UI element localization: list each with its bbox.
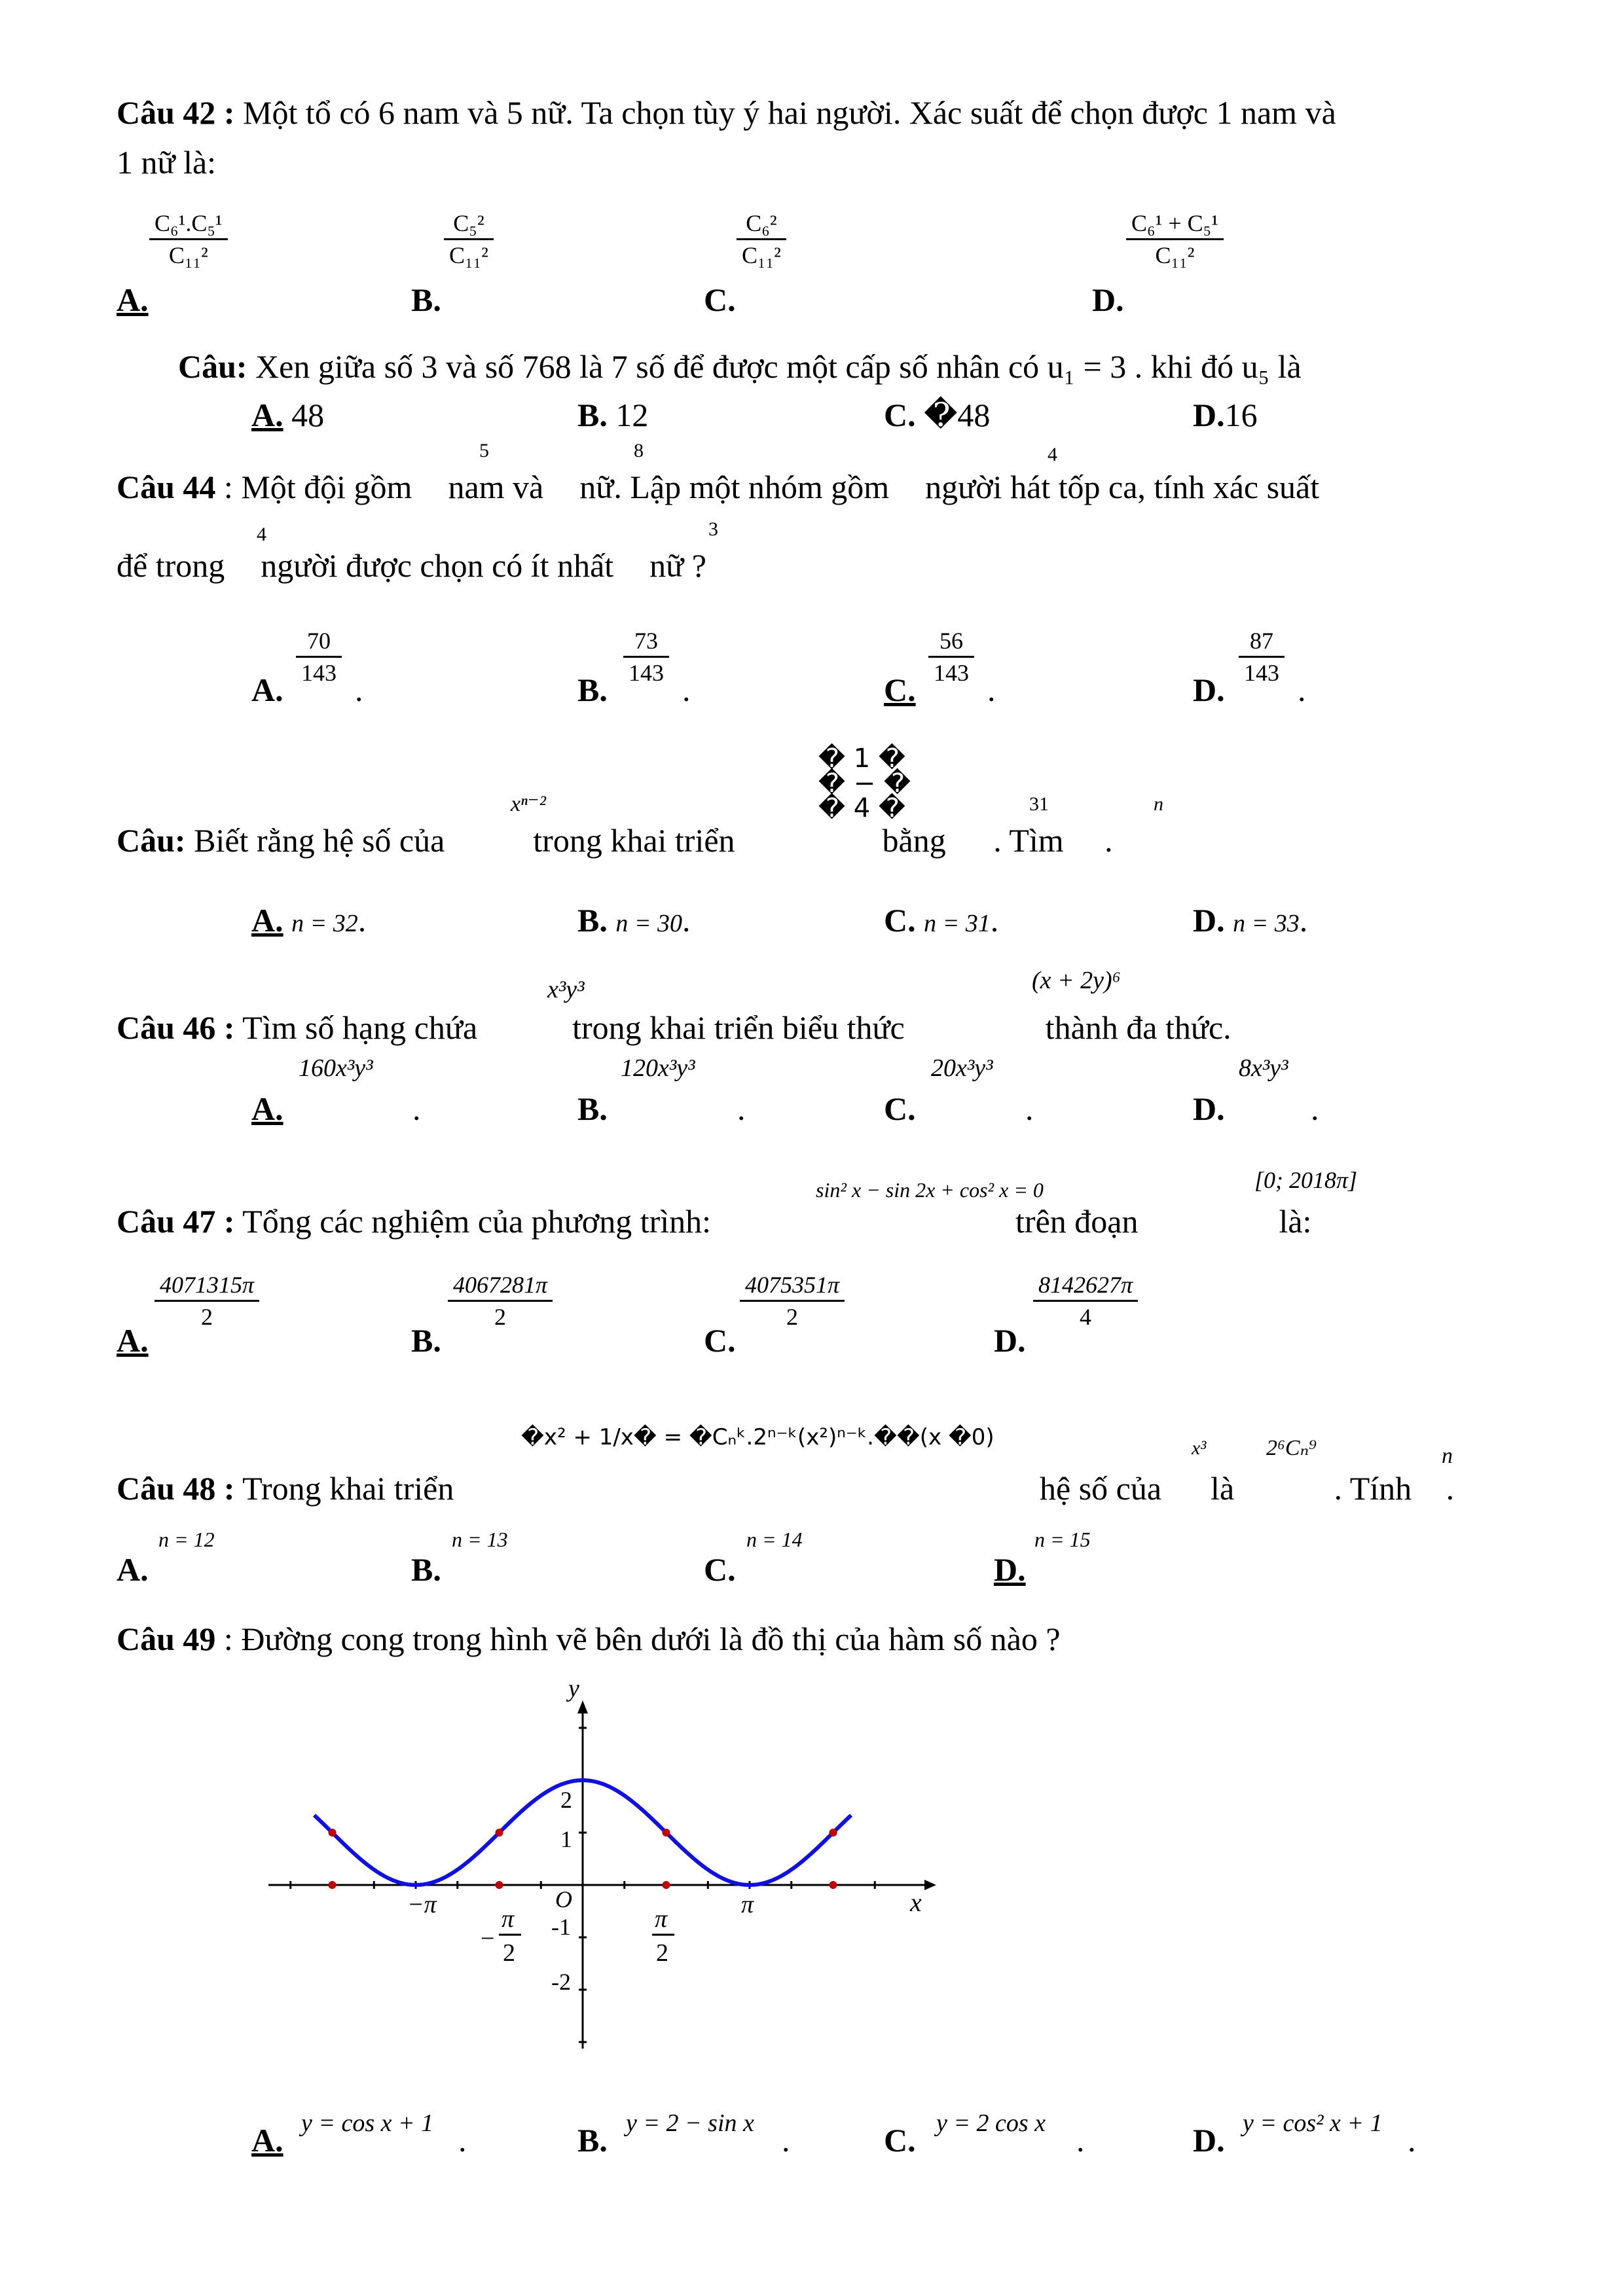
axis-dot — [830, 1881, 837, 1889]
q48-option-d-letter[interactable]: D. — [994, 1551, 1026, 1588]
q47-t1: Tổng các nghiệm của phương trình: — [234, 1203, 720, 1240]
q43-option-a[interactable] — [251, 395, 324, 435]
q46-option-b-value: 120x³y³ — [621, 1054, 695, 1082]
q46-option-a-value: 160x³y³ — [299, 1054, 373, 1082]
q49-option-c-letter: C. — [884, 2122, 916, 2159]
q45-label: Câu: — [117, 822, 186, 859]
q49-option-c-tail: . — [1076, 2122, 1085, 2159]
y-axis-label: y — [568, 1682, 579, 1702]
q42-option-c-letter[interactable]: C. — [704, 281, 736, 318]
q43-option-d-letter: D. — [1193, 397, 1225, 433]
q49-option-c-value: y = 2 cos x — [936, 2109, 1046, 2137]
q49-option-c[interactable] — [884, 2121, 916, 2160]
q43-label: Câu: — [178, 348, 247, 385]
q43-option-c[interactable] — [884, 395, 990, 435]
q44-line2-num-3: 3 — [708, 518, 718, 540]
q46-option-d-value: 8x³y³ — [1239, 1054, 1288, 1082]
q44-t3: nữ. Lập một nhóm gồm — [571, 469, 898, 505]
q43-option-b-value: 12 — [607, 397, 649, 433]
q44-option-a-den: 143 — [301, 660, 337, 686]
q47-interval: [0; 2018π] — [1254, 1167, 1358, 1193]
q44-option-b-letter[interactable]: B. — [577, 672, 608, 708]
q48-option-d-value: n = 15 — [1034, 1528, 1091, 1551]
q49-label: Câu 49 — [117, 1621, 216, 1657]
curve-dot — [830, 1829, 837, 1837]
q49-option-a-letter: A. — [251, 2122, 283, 2159]
q47-option-c-den: 2 — [786, 1304, 799, 1330]
y-tick-label-1: 1 — [560, 1826, 572, 1852]
q48-t4: . Tính — [1334, 1470, 1420, 1507]
q48-t3: là — [1202, 1470, 1243, 1507]
q44-option-c-tail: . — [987, 672, 996, 708]
q49-line1 — [117, 1619, 1061, 1659]
q42-text: Một tổ có 6 nam và 5 nữ. Ta chọn tùy ý hai người. Xác suất để chọn được 1 nam và — [234, 94, 1336, 131]
q47-t2: trên đoạn — [1007, 1203, 1146, 1240]
q47-line1 — [117, 1202, 1311, 1241]
q45-option-c[interactable] — [884, 901, 998, 943]
q46-label: Câu 46 : — [117, 1009, 235, 1046]
q45-expr-mid: � − � — [818, 768, 911, 798]
q42-text2: 1 nữ là: — [117, 144, 217, 181]
q44-option-d-letter[interactable]: D. — [1193, 672, 1225, 708]
q44-option-d-den: 143 — [1244, 660, 1279, 686]
q48-option-a-letter[interactable]: A. — [117, 1551, 149, 1588]
x-axis-label: x — [910, 1888, 922, 1917]
q47-option-b-fraction — [448, 1270, 553, 1332]
q42-line1 — [117, 93, 1336, 132]
x-tick-neg-half-pi-num: π — [501, 1905, 515, 1933]
q48-expansion-expr: �x² + 1/x� = �Cₙᵏ.2ⁿ⁻ᵏ(x²)ⁿ⁻ᵏ.��(x �0) — [521, 1424, 994, 1450]
q47-option-a-den: 2 — [201, 1304, 213, 1330]
q46-option-b-tail: . — [737, 1090, 746, 1127]
q44-option-d-tail: . — [1298, 672, 1306, 708]
q47-label: Câu 47 : — [117, 1203, 235, 1240]
q44-option-b-den: 143 — [629, 660, 664, 686]
q42-option-b-den: C₁₁² — [449, 242, 488, 268]
q47-option-a-fraction — [155, 1270, 259, 1332]
q47-option-d-letter[interactable]: D. — [994, 1322, 1026, 1359]
q44-option-d-num: 87 — [1239, 626, 1285, 658]
y-axis-arrow — [577, 1700, 588, 1713]
q43-option-c-letter: C. — [884, 397, 916, 433]
axis-dot — [496, 1881, 503, 1889]
q49-text: : Đường cong trong hình vẽ bên dưới là đồ thị của hàm số nào ? — [215, 1621, 1061, 1657]
q43-option-b[interactable] — [577, 395, 648, 435]
q49-option-b[interactable] — [577, 2121, 608, 2160]
q48-option-c-letter[interactable]: C. — [704, 1551, 736, 1588]
origin-label: O — [555, 1886, 572, 1912]
q49-option-d-letter: D. — [1193, 2122, 1225, 2159]
q44-num-8: 8 — [634, 440, 644, 461]
q45-t5: . — [1104, 822, 1113, 859]
q46-option-c-value: 20x³y³ — [931, 1054, 993, 1082]
q46-option-c-letter[interactable]: C. — [884, 1090, 916, 1127]
q46-expr-text: (x + 2y)⁶ — [1032, 967, 1121, 994]
q44-label: Câu 44 — [117, 469, 216, 505]
q45-expr-top: � 1 � — [818, 744, 905, 774]
q47-option-b-num: 4067281π — [448, 1270, 553, 1302]
q42-option-d-letter[interactable]: D. — [1092, 281, 1124, 318]
q45-line1 — [117, 821, 1113, 860]
q44-t1: : Một đội gồm — [215, 469, 420, 505]
curve-dot — [496, 1829, 503, 1837]
q48-coef: 2⁶Cₙ⁹ — [1266, 1436, 1317, 1460]
x-tick-neg-half-pi-den: 2 — [503, 1939, 515, 1967]
q48-option-b-letter[interactable]: B. — [411, 1551, 441, 1588]
q44-option-c-letter[interactable]: C. — [884, 672, 916, 708]
q44-l2c: nữ ? — [641, 547, 706, 584]
q44-option-a-num: 70 — [296, 626, 342, 658]
q48-x3: x³ — [1192, 1437, 1207, 1459]
q43-option-b-letter: B. — [577, 397, 608, 433]
q46-line1 — [117, 1008, 1231, 1047]
q49-option-a-value: y = cos x + 1 — [301, 2109, 434, 2137]
q48-line1 — [117, 1469, 454, 1508]
q46-option-a-letter[interactable]: A. — [251, 1090, 283, 1127]
q47-option-d-den: 4 — [1080, 1304, 1092, 1330]
q42-option-c-fraction — [737, 208, 786, 270]
q43-option-d[interactable] — [1193, 395, 1258, 435]
q46-t2: trong khai triển biểu thức — [564, 1009, 913, 1046]
q42-option-d-fraction — [1126, 208, 1224, 270]
q45-option-c-tail: . — [990, 902, 999, 939]
x-tick-label-neg-pi: −π — [407, 1891, 437, 1918]
q48-n-symbol: n — [1442, 1444, 1453, 1468]
x-tick-half-pi-num: π — [655, 1905, 668, 1933]
q42-option-c-den: C₁₁² — [742, 242, 781, 268]
q48-line1-right — [1040, 1469, 1454, 1508]
q42-option-a-den: C₁₁² — [168, 242, 208, 268]
q45-option-b-tail: . — [682, 902, 691, 939]
q46-t1: Tìm số hạng chứa — [234, 1009, 486, 1046]
q46-t3: thành đa thức. — [1037, 1009, 1231, 1046]
q42-option-a-fraction — [149, 208, 228, 270]
q43-line1 — [178, 347, 1302, 386]
q44-num-5: 5 — [479, 440, 489, 461]
x-tick-label-pi: π — [741, 1891, 754, 1918]
q44-option-c-num: 56 — [928, 626, 974, 658]
q47-option-b-letter[interactable]: B. — [411, 1322, 441, 1359]
q47-option-a-letter[interactable]: A. — [117, 1322, 149, 1359]
q45-option-a[interactable] — [251, 901, 366, 943]
q47-option-c-num: 4075351π — [740, 1270, 845, 1302]
q46-option-a-tail: . — [412, 1090, 421, 1127]
q44-l2b: người được chọn có ít nhất — [252, 547, 622, 584]
q49-graph — [255, 1682, 949, 2062]
q49-option-d-tail: . — [1408, 2122, 1416, 2159]
q45-option-c-letter: C. — [884, 902, 916, 939]
q49-option-b-value: y = 2 − sin x — [626, 2109, 754, 2137]
q45-option-d[interactable] — [1193, 901, 1307, 943]
q45-t4: . Tìm — [993, 822, 1072, 859]
q42-option-b-fraction — [444, 208, 494, 270]
q42-option-d-den: C₁₁² — [1155, 242, 1195, 268]
q45-option-a-letter: A. — [251, 902, 283, 939]
q44-option-b-tail: . — [682, 672, 691, 708]
q43-option-a-letter: A. — [251, 397, 283, 433]
q43-option-d-value: 16 — [1224, 397, 1258, 433]
q45-option-a-tail: . — [357, 902, 367, 939]
q44-option-b-num: 73 — [623, 626, 669, 658]
q42-option-d-num: C₆¹ + C₅¹ — [1126, 208, 1224, 240]
q44-t4: người hát tốp ca, tính xác suất — [917, 469, 1320, 505]
q47-option-b-den: 2 — [494, 1304, 507, 1330]
axis-dot — [663, 1881, 670, 1889]
q45-n-symbol: n — [1154, 793, 1163, 815]
q49-option-b-tail: . — [782, 2122, 790, 2159]
q44-t2: nam và — [439, 469, 552, 505]
q49-option-b-letter: B. — [577, 2122, 608, 2159]
curve-dot — [663, 1829, 670, 1837]
q44-option-c-fraction — [928, 626, 974, 688]
q44-option-a-tail: . — [355, 672, 363, 708]
q42-label: Câu 42 : — [117, 94, 235, 131]
q45-x-power: xⁿ⁻² — [511, 792, 546, 816]
q47-option-c-letter[interactable]: C. — [704, 1322, 736, 1359]
q46-option-b-letter[interactable]: B. — [577, 1090, 608, 1127]
q43-text: Xen giữa số 3 và số 768 là 7 số để được một cấp số nhân có u₁ = 3 . khi đó u₅ là — [247, 348, 1302, 385]
y-tick-label-2: 2 — [560, 1787, 572, 1813]
q48-t1: Trong khai triển — [234, 1470, 454, 1507]
q45-option-c-value: n = 31 — [924, 910, 991, 937]
q44-option-c-den: 143 — [934, 660, 969, 686]
q45-expr-bot: � 4 � — [818, 793, 905, 823]
q46-option-d-tail: . — [1311, 1090, 1319, 1127]
q45-option-b-letter: B. — [577, 902, 608, 939]
q44-l2a: để trong — [117, 547, 233, 584]
q44-line2-num-4: 4 — [257, 524, 266, 545]
x-tick-half-pi-den: 2 — [656, 1939, 668, 1967]
q44-line2 — [117, 546, 706, 585]
q45-option-b-value: n = 30 — [615, 910, 683, 937]
q42-option-b-num: C₅² — [444, 208, 494, 240]
q45-value-31: 31 — [1029, 793, 1049, 815]
q48-t5: . — [1446, 1470, 1455, 1507]
q45-option-d-value: n = 33 — [1233, 910, 1300, 937]
q48-option-c-value: n = 14 — [746, 1528, 803, 1551]
q47-option-c-fraction — [740, 1270, 845, 1332]
q43-option-c-value: �48 — [915, 397, 991, 433]
q44-option-b-fraction — [623, 626, 669, 688]
curve-dot — [329, 1829, 337, 1837]
q46-expr — [1032, 966, 1121, 995]
q47-t3: là: — [1270, 1203, 1312, 1240]
q42-option-a-letter[interactable]: A. — [117, 281, 149, 318]
q46-term: x³y³ — [547, 976, 585, 1003]
q44-option-a-letter[interactable]: A. — [251, 672, 283, 708]
q49-option-d[interactable] — [1193, 2121, 1225, 2160]
x-tick-neg-half-pi-sign: − — [481, 1925, 495, 1952]
y-tick-label-neg2: -2 — [551, 1969, 571, 1995]
q44-line1 — [117, 467, 1319, 507]
x-axis-arrow — [924, 1880, 936, 1890]
q45-option-a-value: n = 32 — [291, 910, 358, 937]
q49-option-a-tail: . — [458, 2122, 467, 2159]
q45-option-b[interactable] — [577, 901, 691, 943]
q48-t2: hệ số của — [1040, 1470, 1170, 1507]
q43-option-a-value: 48 — [283, 397, 325, 433]
q48-option-a-value: n = 12 — [158, 1528, 215, 1551]
q49-option-a[interactable] — [251, 2121, 283, 2160]
q48-option-b-value: n = 13 — [452, 1528, 508, 1551]
q44-num-4: 4 — [1048, 444, 1057, 465]
q42-option-a-num: C₆¹.C₅¹ — [149, 208, 228, 240]
q44-option-d-fraction — [1239, 626, 1285, 688]
q45-t3: bằng — [874, 822, 955, 859]
q47-option-d-fraction — [1033, 1270, 1138, 1332]
q45-option-d-tail: . — [1299, 902, 1308, 939]
axis-dot — [329, 1881, 337, 1889]
y-tick-label-neg1: -1 — [551, 1914, 571, 1940]
q47-option-a-num: 4071315π — [155, 1270, 259, 1302]
q45-t1: Biết rằng hệ số của — [185, 822, 453, 859]
q46-option-d-letter[interactable]: D. — [1193, 1090, 1225, 1127]
q46-option-c-tail: . — [1025, 1090, 1034, 1127]
q44-option-a-fraction — [296, 626, 342, 688]
q47-equation: sin² x − sin 2x + cos² x = 0 — [816, 1178, 1044, 1202]
q45-option-d-letter: D. — [1193, 902, 1225, 939]
q49-option-d-value: y = cos² x + 1 — [1243, 2109, 1383, 2137]
q42-option-c-num: C₆² — [737, 208, 786, 240]
q47-option-d-num: 8142627π — [1033, 1270, 1138, 1302]
q45-t2: trong khai triển — [524, 822, 744, 859]
q42-option-b-letter[interactable]: B. — [411, 281, 441, 318]
q48-label: Câu 48 : — [117, 1470, 235, 1507]
